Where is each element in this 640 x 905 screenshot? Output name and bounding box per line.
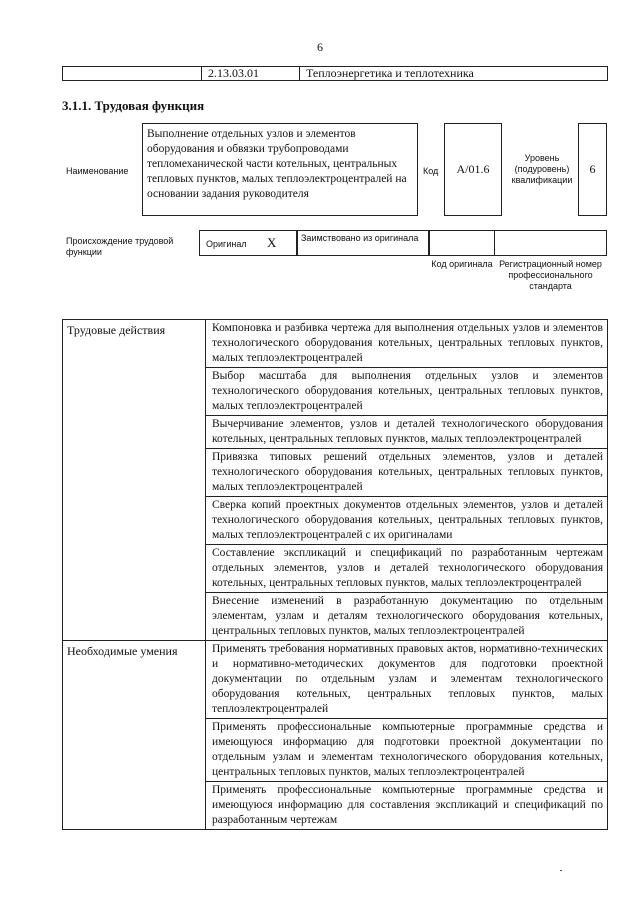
table-row: [63, 320, 608, 368]
function-name: Выполнение отдельных узлов и элементов оборудования и обвязки трубопроводами тепломеханической части котельных, центральных тепловых пунктов, малых теплоэлектроцентралей на основании задания руководителя: [142, 123, 418, 216]
table-row: [63, 641, 608, 719]
borrowed-label: Заимствовано из оригинала: [301, 233, 419, 243]
code-row-empty-cell: [62, 66, 202, 81]
table-cell: Применять профессиональные компьютерные программные средства и имеющуюся информацию для составления экспликаций и спецификаций по разработанным чертежам: [206, 782, 608, 830]
table-cell: Составление экспликаций и спецификаций по разработанным чертежам отдельных элементов, узлов и деталей технологического оборудования котельных, центральных тепловых пунктов, малых теплоэлектроцентралей: [206, 545, 608, 593]
function-code: A/01.6: [444, 123, 502, 216]
original-code-cell: [429, 230, 495, 256]
original-code-caption: Код оригинала: [431, 259, 493, 269]
original-label: Оригинал: [206, 239, 247, 249]
row-header: Необходимые умения: [63, 641, 206, 830]
origin-label: Происхождение трудовой функции: [66, 236, 174, 257]
row-header: Трудовые действия: [63, 320, 206, 641]
occupation-name: Теплоэнергетика и теплотехника: [299, 66, 608, 81]
table-cell: Внесение изменений в разработанную документацию по отдельным элементам, узлам и деталям технологического оборудования котельных, центральных тепловых пунктов, малых теплоэлектроцентралей: [206, 593, 608, 641]
registration-number-cell: [494, 230, 607, 256]
page-number: 6: [317, 40, 323, 54]
occupation-code: 2.13.03.01: [201, 66, 300, 81]
table-cell: Привязка типовых решений отдельных элементов, узлов и деталей технологического оборудования котельных, центральных тепловых пунктов, малых теплоэлектроцентралей: [206, 449, 608, 497]
table-cell: Компоновка и разбивка чертежа для выполнения отдельных узлов и элементов технологического оборудования котельных, центральных тепловых пунктов, малых теплоэлектроцентралей: [206, 320, 608, 368]
qualification-level-label: Уровень (подуровень) квалификации: [511, 153, 573, 185]
table-cell: Применять профессиональные компьютерные программные средства и имеющуюся информацию для подготовки проектной документации по отдельным узлам и элементам технологического оборудования котельных, центральных тепловых пунктов, малых теплоэлектроцентралей: [206, 719, 608, 782]
qualification-level: 6: [578, 123, 607, 216]
code-label: Код: [423, 166, 439, 176]
table-cell: Сверка копий проектных документов отдельных элементов, узлов и деталей технологического оборудования котельных, центральных тепловых пунктов, малых теплоэлектроцентралей с их оригиналами: [206, 497, 608, 545]
registration-number-caption: Регистрационный номер профессионального стандарта: [499, 259, 602, 291]
table-cell: Выбор масштаба для выполнения отдельных узлов и элементов технологического оборудования котельных, центральных тепловых пунктов, малых теплоэлектроцентралей: [206, 368, 608, 416]
table-cell: Применять требования нормативных правовых актов, нормативно-технических и нормативно-методических документов для подготовки проектной документации по отдельным узлам и элементам технологического оборудования котельных, центральных тепловых пунктов, малых теплоэлектроцентралей: [206, 641, 608, 719]
section-title: 3.1.1. Трудовая функция: [62, 98, 205, 113]
scan-artifact: [560, 870, 562, 871]
original-mark: X: [267, 235, 277, 250]
function-details-table: [62, 319, 608, 830]
name-label: Наименование: [66, 166, 129, 176]
table-cell: Вычерчивание элементов, узлов и деталей технологического оборудования котельных, центральных тепловых пунктов, малых теплоэлектроцентралей: [206, 416, 608, 449]
